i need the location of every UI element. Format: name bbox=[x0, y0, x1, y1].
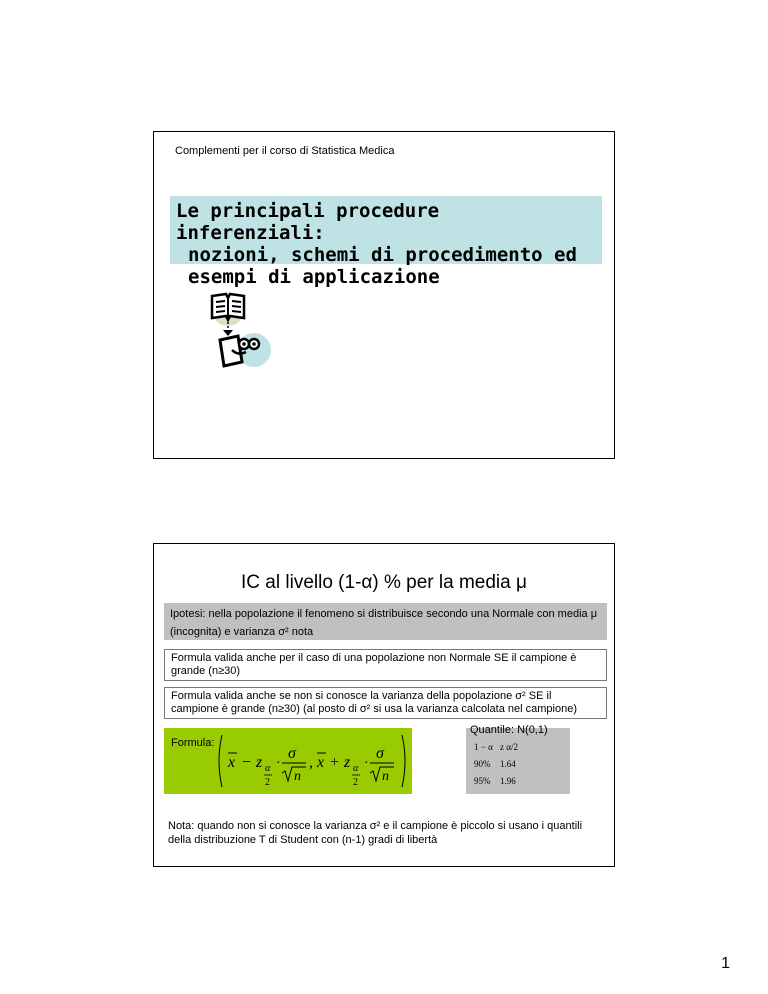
slide-2 bbox=[153, 543, 615, 867]
svg-text:x: x bbox=[317, 754, 325, 771]
svg-text:x: x bbox=[228, 754, 236, 771]
formula-box bbox=[164, 728, 412, 794]
svg-text:−: − bbox=[242, 754, 252, 771]
slide-title: IC al livello (1-α) % per la media μ bbox=[241, 572, 527, 593]
quantile-table bbox=[474, 742, 540, 793]
formula-label: Formula: bbox=[171, 737, 215, 749]
quantile-table-box bbox=[466, 724, 570, 794]
table-row bbox=[474, 776, 540, 793]
svg-text:,: , bbox=[309, 754, 313, 771]
svg-text:·: · bbox=[364, 756, 369, 771]
svg-text:2: 2 bbox=[265, 777, 270, 788]
title-line-2: nozioni, schemi di procedimento ed bbox=[188, 244, 577, 266]
svg-text:σ: σ bbox=[376, 745, 384, 762]
svg-text:z: z bbox=[256, 754, 263, 771]
svg-text:2: 2 bbox=[353, 777, 358, 788]
svg-text:α: α bbox=[353, 763, 359, 774]
svg-text:·: · bbox=[276, 756, 281, 771]
slide-title bbox=[170, 196, 602, 288]
quantile-title: Quantile: N(0,1) bbox=[470, 724, 548, 736]
slide-header: Complementi per il corso di Statistica Medica bbox=[175, 145, 395, 157]
header-confidence: 1 − α bbox=[474, 742, 493, 752]
header-quantile: z α/2 bbox=[500, 742, 518, 752]
quantile-value: 1.64 bbox=[500, 759, 516, 769]
svg-text:σ: σ bbox=[288, 745, 296, 762]
svg-text:n: n bbox=[382, 769, 389, 784]
svg-text:α: α bbox=[265, 763, 271, 774]
slide-1 bbox=[153, 131, 615, 459]
note-large-sample: Formula valida anche per il caso di una popolazione non Normale SE il campione è grande (n≥30) bbox=[164, 649, 607, 681]
note-unknown-variance: Formula valida anche se non si conosce la varianza della popolazione σ² SE il campione è grande (n≥30) (al posto di σ² si usa la varianza calcolata nel campione) bbox=[164, 687, 607, 719]
table-row bbox=[474, 759, 540, 776]
quantile-value: 1.96 bbox=[500, 776, 516, 786]
footer-note: Nota: quando non si conosce la varianza σ² e il campione è piccolo si usano i quantili della distribuzione T di Student con (n-1) gradi di libertà bbox=[168, 820, 583, 846]
svg-text:n: n bbox=[294, 769, 301, 784]
title-line-3: esempi di applicazione bbox=[188, 266, 440, 288]
confidence-level: 90% bbox=[474, 759, 491, 769]
book-thinker-icon bbox=[208, 288, 278, 380]
svg-text:z: z bbox=[344, 754, 351, 771]
confidence-level: 95% bbox=[474, 776, 491, 786]
svg-text:+: + bbox=[330, 754, 340, 771]
hypothesis-box: Ipotesi: nella popolazione il fenomeno si distribuisce secondo una Normale con media μ (incognita) e varianza σ² nota bbox=[164, 603, 607, 640]
title-line-1: Le principali procedure inferenziali: bbox=[176, 200, 440, 244]
page-number: 1 bbox=[721, 955, 730, 972]
table-header-row bbox=[474, 742, 540, 759]
confidence-interval-formula bbox=[214, 731, 410, 791]
